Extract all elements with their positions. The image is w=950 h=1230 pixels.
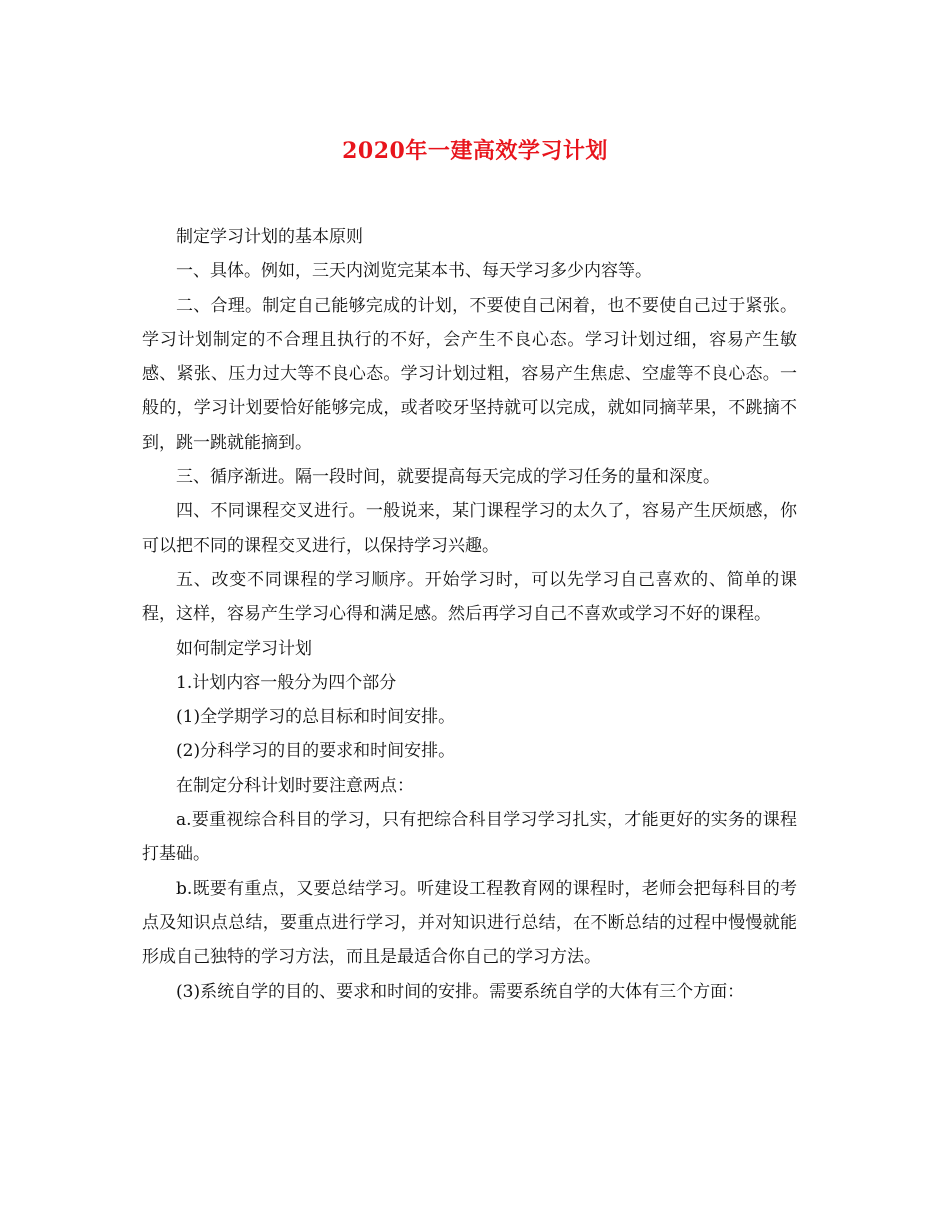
paragraph: (2)分科学习的目的要求和时间安排。	[176, 741, 456, 762]
paragraph: 在制定分科计划时要注意两点：	[176, 775, 414, 796]
document-body	[142, 220, 797, 1009]
document-title: 2020年一建高效学习计划	[342, 138, 608, 164]
section-heading-how-to-plan: 如何制定学习计划	[176, 638, 312, 659]
paragraph: b.既要有重点，又要总结学习。听建设工程教育网的课程时，老师会把每科目的考点及知识点总结，要重点进行学习，并对知识进行总结，在不断总结的过程中慢慢就能形成自己独特的学习方法，而且是最适合你自己的学习方法。	[142, 878, 797, 968]
paragraph: (3)系统自学的目的、要求和时间的安排。需要系统自学的大体有三个方面：	[176, 981, 745, 1002]
paragraph: 一、具体。例如，三天内浏览完某本书、每天学习多少内容等。	[176, 261, 652, 282]
paragraph: a.要重视综合科目的学习，只有把综合科目学习学习扎实，才能更好的实务的课程打基础。	[142, 810, 797, 865]
paragraph: 1.计划内容一般分为四个部分	[176, 672, 397, 693]
paragraph: 二、合理。制定自己能够完成的计划，不要使自己闲着，也不要使自己过于紧张。学习计划制定的不合理且执行的不好，会产生不良心态。学习计划过细，容易产生敏感、紧张、压力过大等不良心态。学习计划过粗，容易产生焦虑、空虚等不良心态。一般的，学习计划要恰好能够完成，或者咬牙坚持就可以完成，就如同摘苹果，不跳摘不到，跳一跳就能摘到。	[142, 295, 797, 453]
section-heading-principles: 制定学习计划的基本原则	[176, 227, 363, 247]
paragraph: 五、改变不同课程的学习顺序。开始学习时，可以先学习自己喜欢的、简单的课程，这样，容易产生学习心得和满足感。然后再学习自己不喜欢或学习不好的课程。	[142, 569, 797, 625]
paragraph: 三、循序渐进。隔一段时间，就要提高每天完成的学习任务的量和深度。	[176, 467, 720, 488]
paragraph: (1)全学期学习的总目标和时间安排。	[176, 707, 456, 728]
paragraph: 四、不同课程交叉进行。一般说来，某门课程学习的太久了，容易产生厌烦感，你可以把不同的课程交叉进行，以保持学习兴趣。	[142, 501, 797, 556]
